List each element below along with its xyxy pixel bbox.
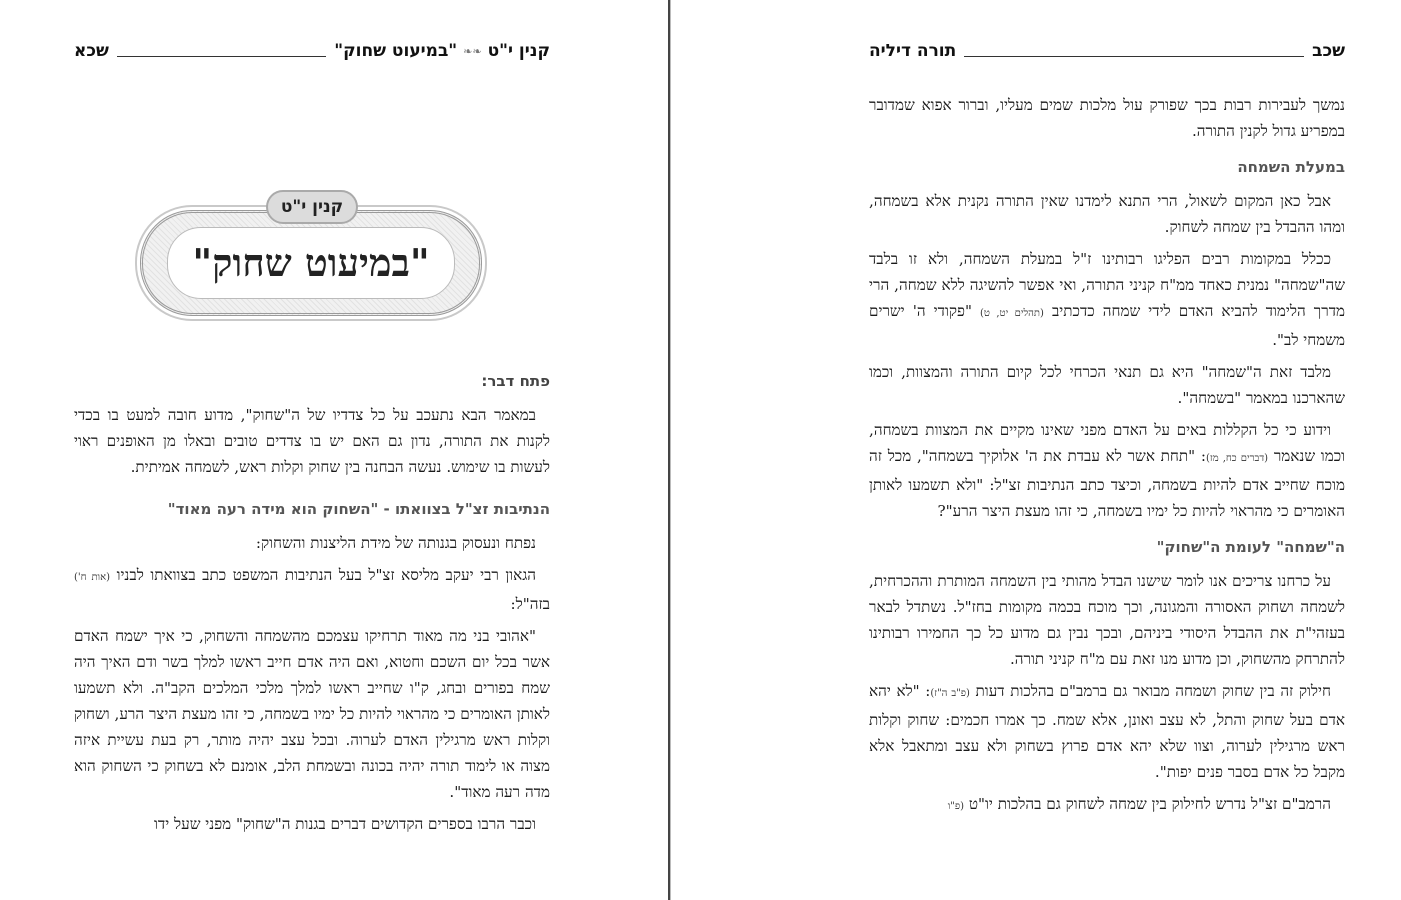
badge-frame [140, 210, 482, 316]
running-head-right [869, 38, 1345, 64]
paragraph: נפתח ונעסוק בגנותה של מידת הליצנות והשחוק: [255, 534, 536, 552]
section-heading: הנתיבות זצ"ל בצוואתו - "השחוק הוא מידה רעה מאוד" [167, 500, 550, 518]
source-reference: (פ"ב ה"ז) [930, 688, 970, 699]
running-head-section: קנין י"ט [487, 41, 550, 61]
right-page-body [869, 92, 1345, 826]
paragraph [869, 791, 1345, 820]
running-head-title: תורה דיליה [869, 41, 957, 61]
intro-paragraph: במאמר הבא נתעכב על כל צדדיו של ה"שחוק", מדוע חובה למעט בו בכדי לקנות את התורה, נדון גם האם יש בו צדדים טובים ובאלו מן האופנים ראוי לעשות בו שימוש. נעשה הבחנה בין שחוק וקלות ראש, לשמחה אמיתית. [74, 406, 550, 476]
paragraph: מלבד זאת ה"שמחה" היא גם תנאי הכרחי לכל קיום התורה והמצוות, וכמו שהארכנו במאמר "בשמחה". [869, 363, 1345, 407]
page-number: שכב [1312, 41, 1345, 61]
paragraph-text: "פקודי ה' ישרים משמחי לב". [869, 302, 1345, 349]
chapter-title: "במיעוט שחוק" [167, 227, 455, 299]
quote-paragraph: "אהובי בני מה מאוד תרחיקו עצמכם מהשמחה והשחוק, כי איך ישמח האדם אשר בכל יום השכם וחטוא, ואם היה אדם חייב ראשו למלך בשר ודם האיך היה שמח בפורים ובחג, ק"ו שחייב ראשו למלך מלכי המלכים הקב"ה. ולא תשמעו לאותן האומרים כי מהראוי להיות כל ימיו בשמחה, כי זהו מעצת היצר הרע, ושחוק וקלות ראש מרגילין האדם לערוה. ובכל עצב יהיה מותר, רק בעת עשיית איזה מצוה או לימוד תורה יהיה בכונה ובשמחת הלב, אומנם לא בשחוק כי השחוק הוא מדה רעה מאוד". [74, 627, 550, 801]
paragraph-text: : "תחת אשר לא עבדת את ה' אלוקיך בשמחה", מכל זה מוכח שחייב אדם להיות בשמחה, וכיצד כתב הנתיבות זצ"ל: "ולא תשמעו לאותן האומרים כי מהראוי להיות כל ימיו בשמחה, כי זהו מעצת היצר הרע"? [869, 447, 1345, 520]
source-reference: (תהלים יט, ט) [980, 308, 1044, 319]
paragraph-text: חילוק זה בין שחוק ושמחה מבואר גם ברמב"ם בהלכות דעות [975, 682, 1331, 700]
intro-heading: פתח דבר: [481, 372, 550, 390]
paragraph-text: ככלל במקומות רבים הפליגו רבותינו ז"ל במעלת השמחה, ולא זו בלבד שה"שמחה" נמנית כאחד ממ"ח קניני התורה, ואי אפשר להשיגה ללא שמחה, הרי מדרך הלימוד להביא האדם לידי שמחה כדכתיב [869, 250, 1346, 320]
chapter-number-tab: קנין י"ט [266, 190, 358, 224]
source-reference: (דברים כח, מז) [1206, 453, 1269, 464]
paragraph: נמשך לעבירות רבות בכך שפורק עול מלכות שמים מעליו, וברור אפוא שמדובר במפריע גדול לקנין התורה. [869, 96, 1345, 140]
paragraph-text: הרמב"ם זצ"ל נדרש לחילוק בין שמחה לשחוק גם בהלכות יו"ט [968, 795, 1331, 813]
paragraph-text: וידוע כי כל הקללות באים על האדם מפני שאינו מקיים את המצוות בשמחה, וכמו שנאמר [869, 421, 1346, 465]
page-number: שכא [74, 41, 109, 61]
paragraph-text: הגאון רבי יעקב מליסא זצ"ל בעל הנתיבות המשפט כתב בצוואתו לבניו [116, 566, 536, 584]
paragraph [869, 678, 1345, 785]
chapter-title-badge [140, 186, 482, 318]
source-reference: (אות ח') [74, 572, 111, 583]
right-page [670, 0, 1399, 900]
running-head-left [74, 38, 550, 64]
running-head-rule [964, 56, 1304, 57]
paragraph [869, 417, 1345, 524]
source-reference: (פ"ו [947, 801, 965, 812]
paragraph [869, 246, 1345, 353]
paragraph: וכבר הרבו בספרים הקדושים דברים בגנות ה"שחוק" מפני שעל ידו [154, 815, 536, 833]
section-heading: ה"שמחה" לעומת ה"שחוק" [1156, 538, 1345, 556]
left-page-body [74, 368, 550, 843]
paragraph-text: בזה"ל: [510, 595, 550, 613]
ornament-icon: ❧❧ [463, 44, 482, 58]
paragraph: על כרחנו צריכים אנו לומר שישנו הבדל מהותי בין השמחה המותרת וההכרחית, לשמחה ושחוק האסורה והמגונה, וכך מוכח בכמה מקומות בחז"ל. נשתדל לבאר בעזהי"ת את ההבדל היסודי ביניהם, ובכך נבין גם מדוע כל כך החמירו רבותינו להתרחק מהשחוק, וכן מדוע מנו זאת עם מ"ח קניני תורה. [869, 572, 1345, 668]
left-page [0, 0, 670, 900]
running-head-rule [117, 56, 326, 57]
paragraph-text: : "לא יהא אדם בעל שחוק והתל, לא עצב ואונן, אלא שמח. כך אמרו חכמים: שחוק וקלות ראש מרגילין לערוה, וצוו שלא יהא אדם פרוץ בשחוק ולא עצב ומתאבל אלא מקבל כל אדם בסבר פנים יפות". [869, 682, 1345, 781]
section-heading: במעלת השמחה [1237, 158, 1345, 176]
paragraph [74, 562, 550, 617]
paragraph: אבל כאן המקום לשאול, הרי התנא לימדנו שאין התורה נקנית אלא בשמחה, ומהו ההבדל בין שמחה לשחוק. [869, 192, 1345, 236]
running-head-title: "במיעוט שחוק" [334, 41, 458, 61]
